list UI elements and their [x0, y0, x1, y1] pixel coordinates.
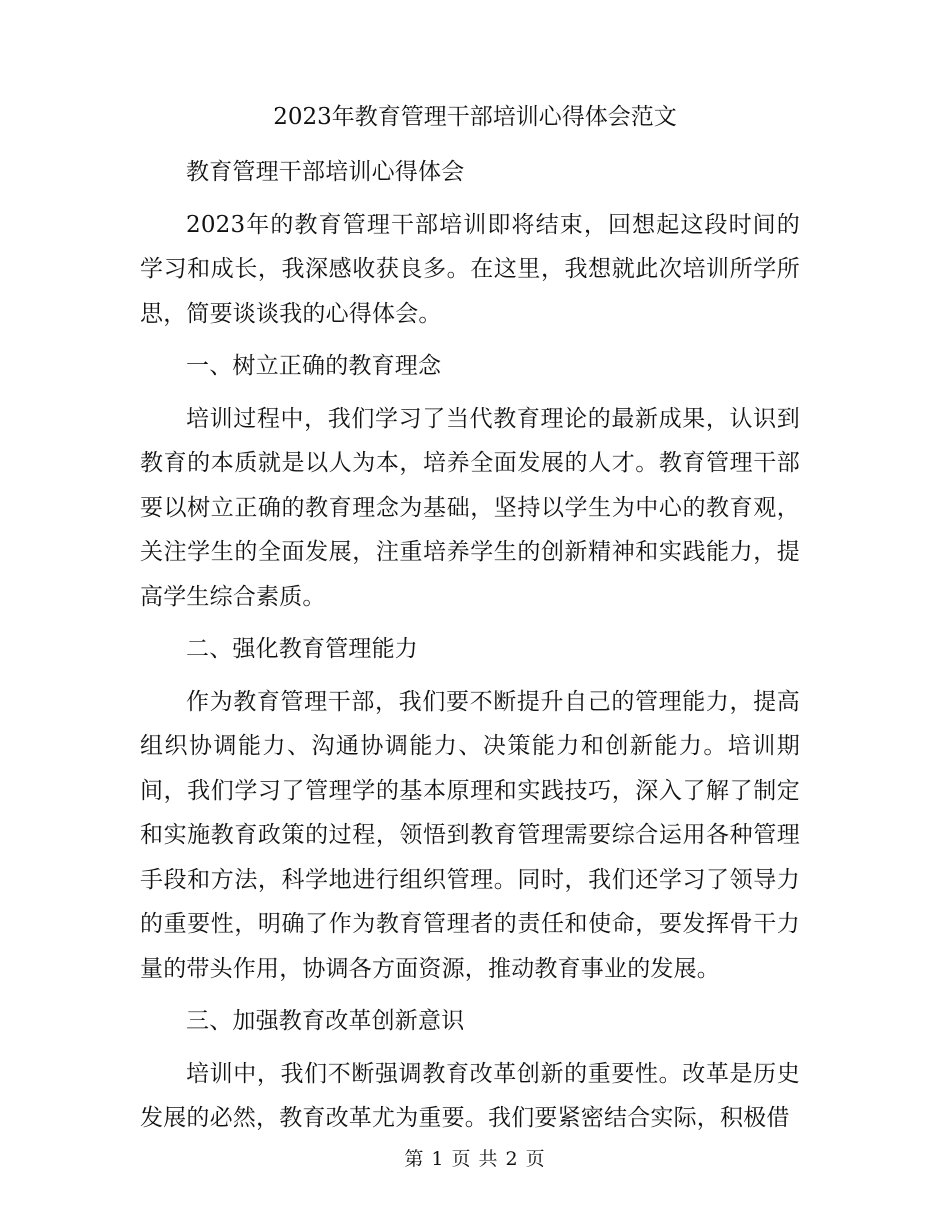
paragraph-section-1: 培训过程中，我们学习了当代教育理论的最新成果，认识到教育的本质就是以人为本，培养全面发展的人才。教育管理干部要以树立正确的教育理念为基础，坚持以学生为中心的教育观，关注学生的全面发展，注重培养学生的创新精神和实践能力，提高学生综合素质。 — [140, 405, 800, 610]
section-heading-2: 二、强化教育管理能力 — [186, 636, 418, 662]
paragraph-section-3: 培训中，我们不断强调教育改革创新的重要性。改革是历史发展的必然，教育改革尤为重要。我们要紧密结合实际，积极借 — [140, 1060, 800, 1131]
section-heading-3: 三、加强教育改革创新意识 — [186, 1008, 465, 1034]
section-heading-1: 一、树立正确的教育理念 — [186, 353, 442, 379]
document-body — [140, 150, 800, 1149]
document-title: 2023年教育管理干部培训心得体会范文 — [273, 104, 677, 130]
subtitle: 教育管理干部培训心得体会 — [186, 159, 465, 185]
paragraph-section-2: 作为教育管理干部，我们要不断提升自己的管理能力，提高组织协调能力、沟通协调能力、决策能力和创新能力。培训期间，我们学习了管理学的基本原理和实践技巧，深入了解了制定和实施教育政策的过程，领悟到教育管理需要综合运用各种管理手段和方法，科学地进行组织管理。同时，我们还学习了领导力的重要性，明确了作为教育管理者的责任和使命，要发挥骨干力量的带头作用，协调各方面资源，推动教育事业的发展。 — [140, 688, 800, 982]
page-number-footer: 第 1 页 共 2 页 — [404, 1148, 546, 1170]
paragraph-intro: 2023年的教育管理干部培训即将结束，回想起这段时间的学习和成长，我深感收获良多。在这里，我想就此次培训所学所思，简要谈谈我的心得体会。 — [140, 211, 800, 327]
